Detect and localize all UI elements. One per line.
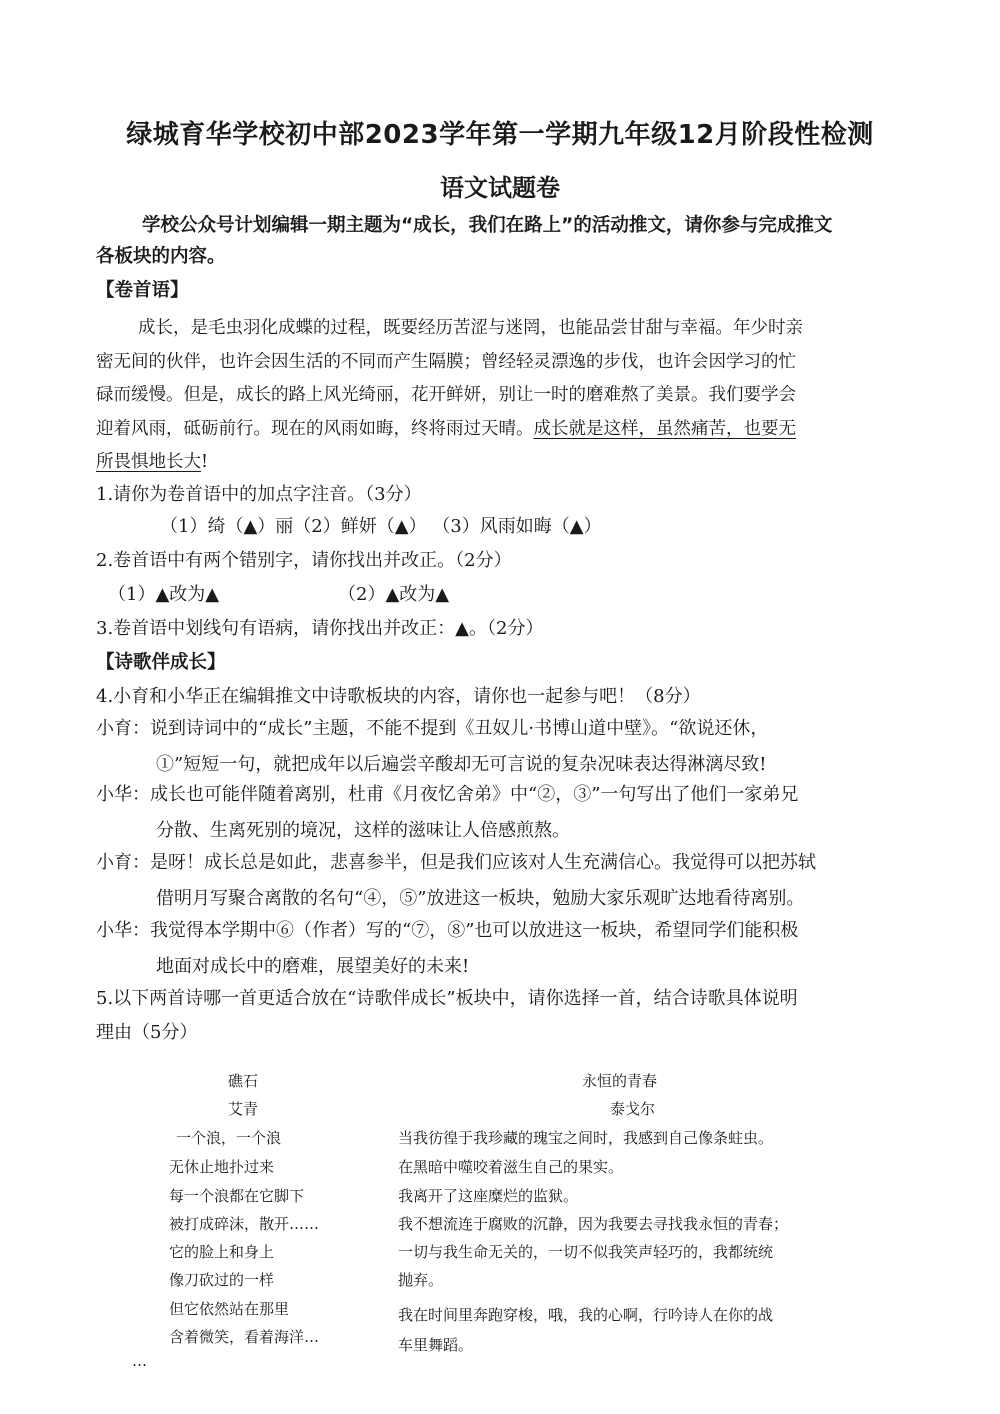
poem-2-line: 我不想流连于腐败的沉静，因为我要去寻找我永恒的青春； <box>398 1215 789 1233</box>
poem-2-title: 永恒的青春 <box>582 1072 658 1090</box>
dialogue-text: 成长也可能伴随着离别，杜甫《月夜忆舍弟》中“②，③”一句写出了他们一家弟兄 <box>150 784 799 805</box>
poem-2-line: 在黑暗中噬咬着滋生自己的果实。 <box>398 1158 624 1176</box>
poem-2-line: 一切与我生命无关的，一切不似我笑声轻巧的，我都统统 <box>398 1243 774 1261</box>
paragraph-line: 碌而缓慢。但是，成长的路上风光绮丽，花开鲜妍，别让一时的磨难熬了美景。我们要学会 <box>96 385 796 405</box>
speaker: 小华： <box>96 920 150 941</box>
poem-1-line: 但它依然站在那里 <box>169 1300 290 1318</box>
poem-1-trailing: … <box>132 1352 147 1370</box>
dialogue-turn <box>96 916 798 978</box>
poem-2-line: 车里舞蹈。 <box>398 1336 474 1354</box>
question-5-continued: 理由（5分） <box>96 1022 198 1043</box>
question-5: 5.以下两首诗哪一首更适合放在“诗歌伴成长”板块中，请你选择一首，结合诗歌具体说明 <box>96 988 798 1009</box>
section-heading-poetry: 【诗歌伴成长】 <box>96 652 226 673</box>
dialogue-text: 我觉得本学期中⑥（作者）写的“⑦，⑧”也可以放进这一板块，希望同学们能积极 <box>150 920 799 941</box>
paragraph-text: 迎着风雨，砥砺前行。现在的风雨如晦，终将雨过天晴。 <box>96 418 534 439</box>
question-2: 2.卷首语中有两个错别字，请你找出并改正。（2分） <box>96 550 512 571</box>
paragraph-line <box>96 446 908 480</box>
poem-1-author: 艾青 <box>228 1100 259 1118</box>
dialogue-line <box>96 780 798 806</box>
poem-1-line: 它的脸上和身上 <box>169 1243 275 1261</box>
dialogue-line <box>96 916 798 942</box>
poem-1-line: 每一个浪都在它脚下 <box>169 1187 305 1205</box>
poem-2-line: 我在时间里奔跑穿梭，哦，我的心啊，行吟诗人在你的战 <box>398 1306 774 1324</box>
intro-line: 学校公众号计划编辑一期主题为“成长，我们在路上”的活动推文，请你参与完成推文 <box>142 215 833 236</box>
underlined-sentence: 所畏惧地长大 <box>96 452 201 472</box>
dialogue-turn <box>96 714 768 776</box>
dialogue-continuation: 分散、生离死别的境况，这样的滋味让人倍感煎熬。 <box>156 820 570 841</box>
exam-title: 绿城育华学校初中部2023学年第一学期九年级12月阶段性检测 <box>126 120 874 150</box>
dialogue-text: 是呀！成长总是如此，悲喜参半，但是我们应该对人生充满信心。我觉得可以把苏轼 <box>150 852 816 873</box>
question-2-item-2: （2）▲改为▲ <box>338 584 450 605</box>
speaker: 小华： <box>96 784 150 805</box>
dialogue-continuation: 借明月写聚合离散的名句“④，⑤”放进这一板块，勉励大家乐观旷达地看待离别。 <box>156 888 805 909</box>
exam-subtitle: 语文试题卷 <box>440 174 560 202</box>
question-1-items: （1）绮（▲）丽（2）鲜妍（▲） （3）风雨如晦（▲） <box>160 516 602 537</box>
paragraph-line <box>96 413 908 447</box>
intro-text <box>96 210 908 272</box>
dialogue-continuation: 地面对成长中的磨难，展望美好的未来! <box>156 956 470 977</box>
poem-1-line: 无休止地扑过来 <box>169 1158 275 1176</box>
poem-1-line: 被打成碎沫，散开…… <box>169 1215 320 1233</box>
speaker: 小育： <box>96 852 150 873</box>
preface-paragraph <box>96 312 908 480</box>
dialogue-turn <box>96 780 798 842</box>
poem-2-line: 我离开了这座糜烂的监狱。 <box>398 1187 579 1205</box>
poem-2-line: 抛弃。 <box>398 1271 444 1289</box>
poem-1-line: 像刀砍过的一样 <box>169 1271 275 1289</box>
question-4: 4.小育和小华正在编辑推文中诗歌板块的内容，请你也一起参与吧！（8分） <box>96 686 701 707</box>
dialogue-line <box>96 714 768 740</box>
poem-2-author: 泰戈尔 <box>610 1100 656 1118</box>
paragraph-line: 密无间的伙伴，也许会因生活的不同而产生隔膜；曾经轻灵漂逸的步伐，也许会因学习的忙 <box>96 351 796 372</box>
underlined-sentence: 成长就是这样，虽然痛苦，也要无 <box>533 418 796 439</box>
poem-1-title: 礁石 <box>228 1072 259 1090</box>
paragraph-line: 成长，是毛虫羽化成蝶的过程，既要经历苦涩与迷罔，也能品尝甘甜与幸福。年少时亲 <box>138 318 803 338</box>
dialogue-continuation: ①”短短一句，就把成年以后遍尝辛酸却无可言说的复杂况味表达得淋漓尽致! <box>156 754 767 775</box>
poem-1-line: 一个浪，一个浪 <box>176 1129 282 1147</box>
section-heading-preface: 【卷首语】 <box>96 280 189 301</box>
speaker: 小育： <box>96 718 150 739</box>
dialogue-turn <box>96 848 816 910</box>
dialogue-line <box>96 848 816 874</box>
intro-line: 各板块的内容。 <box>96 246 226 267</box>
dialogue-text: 说到诗词中的“成长”主题，不能不提到《丑奴儿·书博山道中壁》。“欲说还休， <box>150 718 769 739</box>
question-2-item-1: （1）▲改为▲ <box>108 584 220 605</box>
question-1: 1.请你为卷首语中的加点字注音。（3分） <box>96 484 422 505</box>
poem-1-line: 含着微笑，看着海洋… <box>169 1328 320 1346</box>
poem-2-line: 当我彷徨于我珍藏的瑰宝之间时，我感到自己像条蛀虫。 <box>398 1129 774 1147</box>
question-3: 3.卷首语中划线句有语病，请你找出并改正：▲。（2分） <box>96 618 544 639</box>
end-mark: ! <box>201 452 209 472</box>
